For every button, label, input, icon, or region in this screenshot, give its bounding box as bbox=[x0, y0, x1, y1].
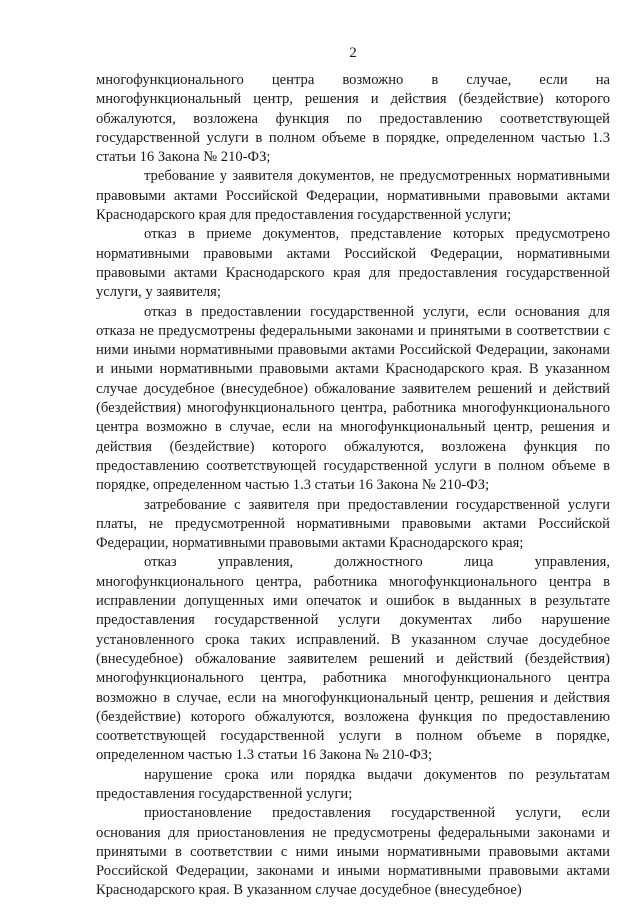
paragraph-fee-demand: затребование с заявителя при предоставлении государственной услуги платы, не предусмотренной нормативными правовыми актами Российской Федерации, нормативными правовыми актами Краснодарского края; bbox=[96, 496, 610, 552]
paragraph-document-requirement: требование у заявителя документов, не предусмотренных нормативными правовыми актами Российской Федерации, нормативными правовыми актами Краснодарского края для предоставления государственной услуги; bbox=[96, 168, 610, 224]
paragraph-refusal-acceptance: отказ в приеме документов, представление которых предусмотрено нормативными правовыми актами Российской Федерации, нормативными правовыми актами Краснодарского края для предоставления государственной услуги, у заявителя; bbox=[96, 226, 610, 301]
paragraph-correction-refusal: отказ управления, должностного лица управления, многофункционального центра, работника многофункционального центра в исправлении допущенных ими опечаток и ошибок в выданных в результате предоставления государственной услуги документах либо нарушение установленного срока таких исправлений. В указанном случае досудебное (внесудебное) обжалование заявителем решений и действий (бездействия) многофункционального центра, работника многофункционального центра возможно в случае, если на многофункциональный центр, решения и действия (бездействие) которого обжалуются, возложена функция по предоставлению соответствующей государственной услуги в полном объеме в порядке, определенном частью 1.3 статьи 16 Закона № 210-ФЗ; bbox=[96, 554, 610, 764]
paragraph-delivery-violation: нарушение срока или порядка выдачи документов по результатам предоставления государственной услуги; bbox=[96, 766, 610, 802]
document-page bbox=[96, 44, 610, 901]
paragraph-refusal-service: отказ в предоставлении государственной услуги, если основания для отказа не предусмотрены федеральными законами и принятыми в соответствии с ними иными нормативными правовыми актами Российской Федерации, законами и иными нормативными правовыми актами Краснодарского края. В указанном случае досудебное (внесудебное) обжалование заявителем решений и действий (бездействия) многофункционального центра, работника многофункционального центра возможно в случае, если на многофункциональный центр, решения и действия (бездействие) которого обжалуются, возложена функция по предоставлению соответствующей государственной услуги в полном объеме в порядке, определенном частью 1.3 статьи 16 Закона № 210-ФЗ; bbox=[96, 303, 610, 494]
page-number: 2 bbox=[349, 45, 357, 61]
paragraph-suspension: приостановление предоставления государственной услуги, если основания для приостановления не предусмотрены федеральными законами и принятыми в соответствии с ними иными нормативными правовыми актами Российской Федерации, законами и иными нормативными правовыми актами Краснодарского края. В указанном случае досудебное (внесудебное) bbox=[96, 805, 610, 899]
paragraph-continuation: многофункционального центра возможно в случае, если на многофункциональный центр, решения и действия (бездействие) которого обжалуются, возложена функция по предоставлению соответствующей государственной услуги в полном объеме в порядке, определенном частью 1.3 статьи 16 Закона № 210-ФЗ; bbox=[96, 72, 610, 166]
